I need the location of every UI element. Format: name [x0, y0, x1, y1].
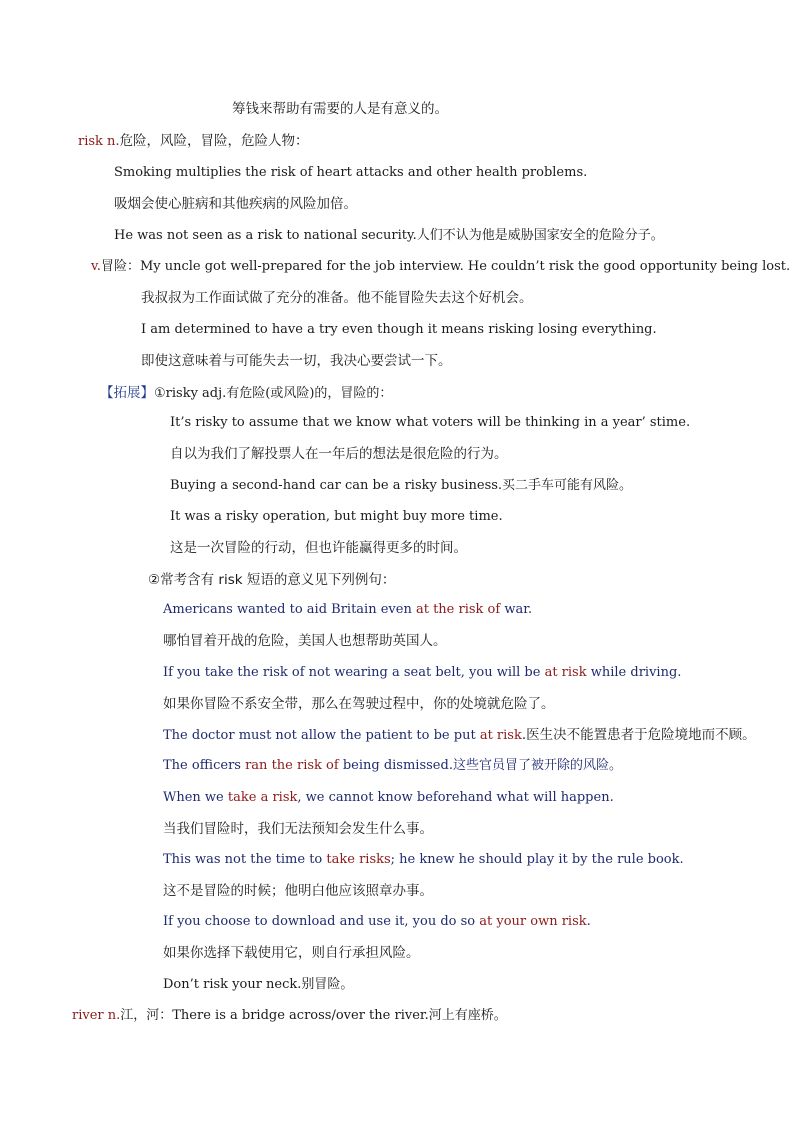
phrases-intro: ②常考含有 risk 短语的意义见下列例句： — [148, 572, 396, 588]
example-translation: 如果你选择下载使用它，则自行承担风险。 — [163, 945, 420, 961]
phrase-highlight: at the risk of — [415, 602, 501, 617]
sentence-part: war. — [500, 602, 533, 617]
phrase-example — [163, 757, 622, 775]
example-translation: 如果你冒险不系安全带，那么在驾驶过程中，你的处境就危险了。 — [163, 696, 555, 712]
sentence-part: . — [586, 914, 591, 929]
definition-risk-n: 危险，风险，冒险，危险人物： — [119, 133, 309, 149]
example-sentence: I am determined to have a try even though it means risking losing everything. — [141, 322, 657, 337]
sentence-part: This was not the time to — [163, 852, 327, 867]
example-translation: 自以为我们了解投票人在一年后的想法是很危险的行为。 — [170, 446, 508, 462]
extension-tag: 【拓展】 — [100, 385, 154, 401]
sentence-part: ; he knew he should play it by the rule book. — [390, 852, 684, 867]
example-sentence: It was a risky operation, but might buy more time. — [170, 509, 503, 524]
entry-risk-noun — [78, 132, 309, 151]
definition-risky: ①risky adj.有危险(或风险)的，冒险的： — [154, 386, 393, 401]
sentence-part: If you take the risk of not wearing a seat belt, you will be — [163, 665, 545, 680]
sentence-part: .医生决不能置患者于危险境地而不顾。 — [521, 727, 756, 743]
headword-risk-n: risk n. — [78, 134, 120, 149]
example-translation: 这是一次冒险的行动，但也许能赢得更多的时间。 — [170, 540, 467, 556]
example-sentence: Buying a second-hand car can be a risky business.买二手车可能有风险。 — [170, 478, 633, 493]
phrase-example — [163, 851, 684, 869]
phrase-highlight: at risk — [544, 665, 587, 680]
phrase-highlight: take a risk — [227, 790, 298, 805]
sentence-part: while driving. — [586, 665, 682, 680]
example-sentence: Smoking multiplies the risk of heart attacks and other health problems. — [114, 165, 588, 180]
sentence-part: When we — [163, 790, 228, 805]
phrase-highlight: at your own risk — [479, 914, 587, 929]
phrase-example — [163, 664, 681, 682]
example-sentence: He was not seen as a risk to national security.人们不认为他是威胁国家安全的危险分子。 — [114, 228, 664, 243]
sentence-part: If you choose to download and use it, you do so — [163, 914, 480, 929]
headword-risk-v: v. — [91, 259, 101, 274]
definition-river-n: 江，河：There is a bridge across/over the river.河上有座桥。 — [120, 1008, 507, 1023]
entry-risk-verb — [91, 258, 790, 276]
phrase-example — [163, 789, 614, 807]
sentence-part: being dismissed.这些官员冒了被开除的风险。 — [338, 758, 622, 773]
example-sentence: It’s risky to assume that we know what voters will be thinking in a year’ stime. — [170, 415, 691, 430]
phrase-example — [163, 726, 756, 745]
entry-river-noun — [72, 1007, 507, 1025]
phrase-highlight: at risk — [479, 728, 522, 743]
example-translation: 当我们冒险时，我们无法预知会发生什么事。 — [163, 821, 433, 837]
phrase-highlight: take risks — [326, 852, 391, 867]
example-translation: 即使这意味着与可能失去一切，我决心要尝试一下。 — [141, 353, 452, 369]
definition-risk-v: 冒险：My uncle got well-prepared for the job interview. He couldn’t risk the good opportunity being lost. — [100, 259, 791, 274]
sentence-part: , we cannot know beforehand what will happen. — [297, 790, 614, 805]
example-sentence: Don’t risk your neck.别冒险。 — [163, 977, 354, 992]
phrase-highlight: ran the risk of — [245, 758, 339, 773]
example-translation: 这不是冒险的时候；他明白他应该照章办事。 — [163, 883, 433, 899]
sentence-part: The doctor must not allow the patient to be put — [163, 728, 480, 743]
headword-river-n: river n. — [72, 1008, 121, 1023]
example-translation: 哪怕冒着开战的危险，美国人也想帮助英国人。 — [163, 633, 447, 649]
example-translation: 我叔叔为工作面试做了充分的准备。他不能冒险失去这个好机会。 — [141, 290, 533, 306]
example-translation: 吸烟会使心脏病和其他疾病的风险加倍。 — [114, 196, 357, 212]
phrase-example — [163, 601, 532, 619]
sentence-part: The officers — [163, 758, 246, 773]
extension-risky — [100, 384, 392, 403]
sentence-part: Americans wanted to aid Britain even — [163, 602, 416, 617]
phrase-example — [163, 913, 591, 931]
continued-translation: 筹钱来帮助有需要的人是有意义的。 — [232, 101, 448, 117]
